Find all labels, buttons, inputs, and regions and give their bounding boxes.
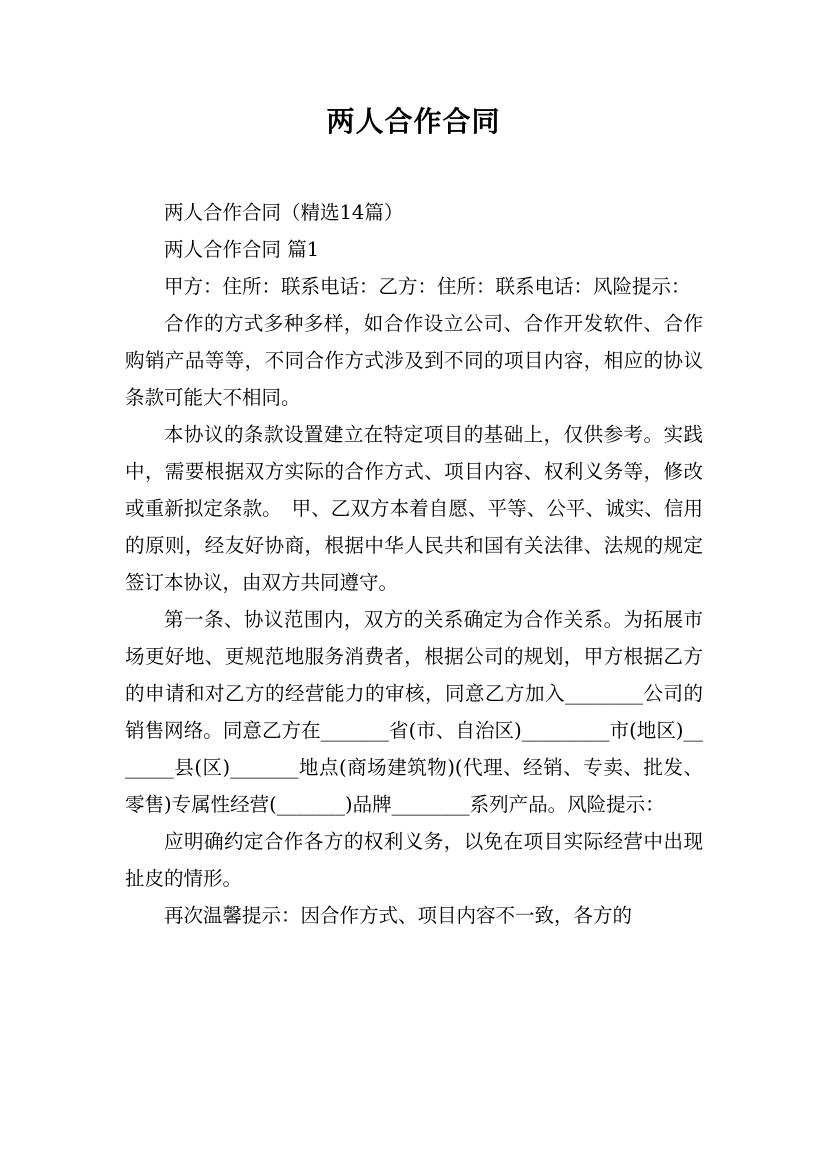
paragraph-rights-obligations: 应明确约定合作各方的权利义务，以免在项目实际经营中出现扯皮的情形。 <box>125 830 703 890</box>
paragraph-subtitle: 两人合作合同（精选14篇） <box>164 201 404 224</box>
paragraph-article-one: 第一条、协议范围内，双方的关系确定为合作关系。为拓展市场更好地、更规范地服务消费者，根据公司的规划，甲方根据乙方的申请和对乙方的经营能力的审核，同意乙方加入________公司的销售网络。同意乙方在_______省(市、自治区)_________市(地区)_______县(区)_______地点(商场建筑物)(代理、经销、专卖、批发、零售)专属性经营(_______)品牌________系列产品。风险提示： <box>125 608 703 816</box>
paragraph-reminder: 再次温馨提示：因合作方式、项目内容不一致，各方的 <box>164 904 633 927</box>
paragraph-section-heading: 两人合作合同 篇1 <box>164 238 320 261</box>
paragraph-parties: 甲方：住所：联系电话：乙方：住所：联系电话：风险提示： <box>164 275 691 298</box>
paragraph-cooperation-methods: 合作的方式多种多样，如合作设立公司、合作开发软件、合作购销产品等等，不同合作方式涉及到不同的项目内容，相应的协议条款可能大不相同。 <box>125 312 703 409</box>
document-title: 两人合作合同 <box>326 105 501 138</box>
document-body <box>125 194 703 934</box>
paragraph-agreement-basis: 本协议的条款设置建立在特定项目的基础上，仅供参考。实践中，需要根据双方实际的合作方式、项目内容、权利义务等，修改或重新拟定条款。 甲、乙双方本着自愿、平等、公平、诚实、信用的原则，经友好协商，根据中华人民共和国有关法律、法规的规定签订本协议，由双方共同遵守。 <box>125 423 703 594</box>
